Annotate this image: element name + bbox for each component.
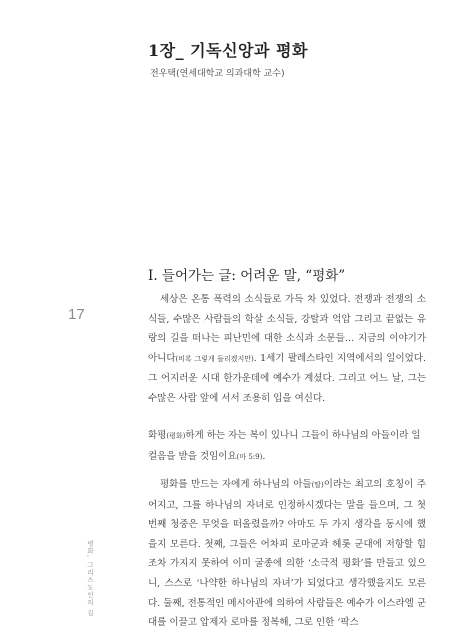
body-paragraph-1 <box>148 290 426 409</box>
paragraph-text: 세상은 온통 폭력의 소식들로 가득 차 있었다. 전쟁과 전쟁의 소식들, 수많은 사람들의 학살 소식들, 강탈과 억압 그리고 끝없는 유랑의 길을 떠나는 피난민에 대한 소식과 소문들… 지금의 이야기가 아니다 <box>148 294 426 364</box>
quote-text: . <box>262 450 266 462</box>
quote-text: 하게 하는 자는 복이 있나니 그들이 하나님의 아들이라 일컬음을 받을 것임이요 <box>148 430 421 462</box>
paragraph-text: 평화를 만드는 자에게 하나님의 아들 <box>160 479 312 490</box>
page-number: 17 <box>68 306 85 323</box>
paragraph-text: . 1세기 팔레스타인 지역에서의 일이었다. 그 어지러운 시대 한가운데에 예수가 계셨다. 그리고 어느 날, 그는 수많은 사람 앞에 서서 조용히 입을 여신다. <box>148 352 426 404</box>
paragraph-aside: (비록 그렇게 들리겠지만) <box>175 354 254 363</box>
section-heading: I. 들어가는 글: 어려운 말, “평화” <box>148 268 346 284</box>
quote-aside: (평화) <box>166 432 186 440</box>
scripture-quote <box>148 426 426 467</box>
chapter-title: 1장_ 기독신앙과 평화 <box>148 41 308 60</box>
paragraph-aside: (딸) <box>311 481 324 489</box>
paragraph-text: 이라는 최고의 호칭이 주어지고, 그를 하나님의 자녀로 인정하시겠다는 말을 들으며, 그 첫 번째 청중은 무엇을 떠올렸을까? 아마도 두 가지 생각을 동시에 했을지 모른다. 첫째, 그들은 어차피 로마군과 헤롯 군대에 저항할 힘조차 가지지 못하여 이미 굴종에 의한 ‘소극적 평화’를 만들고 있으니, 스스로 ‘나약한 하나님의 자녀’가 되었다고 생각했을지도 모른다. 둘째, 전통적인 메시아관에 의하여 사람들은 예수가 이스라엘 군대를 이끌고 압제자 로마를 정복해, 그로 인한 ‘팍스 <box>148 479 426 629</box>
body-paragraph-2 <box>148 475 426 633</box>
quote-reference: (마 5:9) <box>236 452 263 461</box>
quote-text: 화평 <box>148 430 167 441</box>
chapter-author: 전우택(연세대학교 의과대학 교수) <box>150 69 285 79</box>
running-head: 평화, 그리스도인의 길 <box>86 540 94 617</box>
